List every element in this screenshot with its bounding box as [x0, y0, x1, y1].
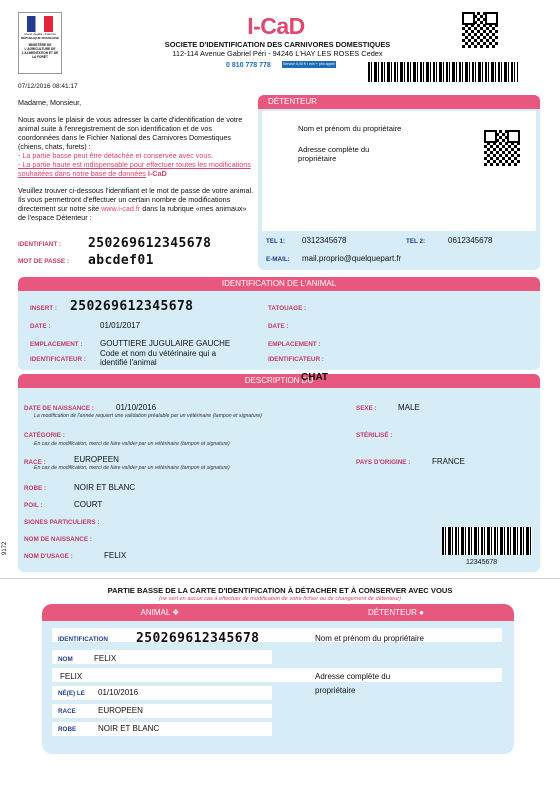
- card-owner-name: Nom et prénom du propriétaire: [315, 634, 424, 643]
- print-timestamp: 07/12/2016 08:41:17: [18, 83, 78, 90]
- card-row-4: [52, 686, 272, 700]
- card-owner-address: Adresse complète du propriétaire: [315, 672, 391, 695]
- card-animal-label: ANIMAL: [140, 608, 171, 617]
- card-race-value: EUROPEEN: [98, 706, 143, 715]
- insert-label: INSERT :: [30, 305, 57, 312]
- card-robe-label: ROBE: [58, 726, 77, 733]
- robe-value: NOIR ET BLANC: [74, 483, 136, 492]
- race-label: RACE :: [24, 459, 46, 466]
- description-title: DESCRIPTION DU: [244, 376, 314, 385]
- greeting: Madame, Monsieur,: [18, 98, 82, 107]
- letter-paragraph-2a: Veuillez trouver ci-dessous l'identifiant et le mot de passe de votre animal. Ils vous permettront d'effectuer un certain nombre de modifications directement sur notre site: [18, 186, 254, 213]
- republic-logo: [18, 12, 62, 74]
- categorie-label: CATÉGORIE :: [24, 432, 65, 439]
- identificateur-value: Code et nom du vétérinaire qui a identifié l'animal: [100, 349, 217, 367]
- identifiant-value: 250269612345678: [88, 236, 212, 251]
- inline-icad-logo: I-CaD: [147, 169, 167, 178]
- nom-naissance-label: NOM DE NAISSANCE :: [24, 536, 92, 543]
- poil-label: POIL :: [24, 502, 43, 509]
- tel2-label: TEL 2:: [406, 238, 426, 245]
- card-detenteur-label: DÉTENTEUR: [368, 608, 417, 617]
- letter-bullet-2: [18, 160, 254, 178]
- description-header: [18, 374, 540, 388]
- top-barcode: [368, 62, 518, 82]
- card-nom-value: FELIX: [94, 654, 117, 663]
- dob-value: 01/10/2016: [116, 403, 157, 412]
- person-icon: ●: [419, 608, 424, 617]
- letter-paragraph-2: [18, 186, 254, 222]
- email-label: E-MAIL:: [266, 256, 290, 263]
- tatouage-emplacement-label: EMPLACEMENT :: [268, 341, 321, 348]
- detenteur-header: DÉTENTEUR: [258, 95, 540, 109]
- detach-line: [0, 578, 560, 579]
- detenteur-qr-code: [484, 130, 520, 166]
- top-qr-code: [462, 12, 498, 48]
- sterilise-label: STÉRILISÉ :: [356, 432, 393, 439]
- pays-label: PAYS D'ORIGINE :: [356, 459, 411, 466]
- emplacement-value: GOUTTIERE JUGULAIRE GAUCHE: [100, 339, 231, 348]
- tatouage-date-label: DATE :: [268, 323, 289, 330]
- letter-paragraph-1: Nous avons le plaisir de vous adresser la carte d'identification de votre animal suite à l'enregistrement de son identification et de vos coordonnées dans le Fichier National des Carnivores Domestiques (chiens, chats, furets) :: [18, 115, 243, 151]
- card-nom-value-2: FELIX: [60, 672, 83, 681]
- card-detenteur-tab: [278, 604, 514, 621]
- marianne-emblem: [27, 16, 53, 32]
- phone-number: 0 810 778 778: [226, 62, 271, 69]
- barcode-number: 12345678: [466, 559, 498, 566]
- company-address: 112-114 Avenue Gabriel Péri - 94246 L'HAY LES ROSES Cedex: [172, 49, 383, 58]
- card-race-label: RACE: [58, 708, 76, 715]
- description-barcode: [442, 527, 532, 555]
- site-link[interactable]: www.i-cad.fr: [101, 204, 141, 213]
- icad-logo: I-CaD: [247, 13, 305, 39]
- card-animal-tab: [42, 604, 278, 621]
- card-row-2: [52, 650, 272, 664]
- owner-name: Nom et prénom du propriétaire: [298, 124, 402, 133]
- pays-value: FRANCE: [432, 457, 465, 466]
- password-value: abcdef01: [88, 253, 154, 268]
- ident-date-label: DATE :: [30, 323, 51, 330]
- republic-motto: Liberté • Égalité • Fraternité: [24, 33, 56, 36]
- race-note: En cas de modification, merci de faire valider par un vétérinaire (tampon et signature): [34, 465, 230, 471]
- identification-header: IDENTIFICATION DE L'ANIMAL: [18, 277, 540, 291]
- tatouage-identificateur-label: IDENTIFICATEUR :: [268, 356, 324, 363]
- poil-value: COURT: [74, 500, 103, 509]
- card-row-3: [52, 668, 502, 682]
- tatouage-label: TATOUAGE :: [268, 305, 307, 312]
- identifiant-label: IDENTIFIANT :: [18, 241, 62, 248]
- dob-note: La modification de l'année requiert une validation préalable par un vétérinaire (tampon et signature): [34, 413, 262, 419]
- card-robe-value: NOIR ET BLANC: [98, 724, 160, 733]
- card-subheading: (ne sert en aucun cas à effectuer de modification de votre fichier ou de changement de détenteur): [159, 596, 401, 602]
- email-value: mail.proprio@quelquepart.fr: [302, 254, 402, 263]
- card-row-1: [52, 628, 502, 642]
- sexe-label: SEXE :: [356, 405, 377, 412]
- card-row-6: [52, 722, 272, 736]
- letter-bullet-2-text: - La partie haute est indispensable pour effectuer toutes les modifications souhaitées dans notre base de données: [18, 160, 251, 178]
- card-row-5: [52, 704, 272, 718]
- nom-usage-label: NOM D'USAGE :: [24, 553, 73, 560]
- emplacement-label: EMPLACEMENT :: [30, 341, 83, 348]
- letter-bullet-1: - La partie basse peut être détachée et conservée avec vous.: [18, 151, 213, 160]
- signes-label: SIGNES PARTICULIERS :: [24, 519, 100, 526]
- detenteur-box: [258, 95, 540, 270]
- nom-usage-value: FELIX: [104, 551, 127, 560]
- ident-date-value: 01/01/2017: [100, 321, 141, 330]
- dob-label: DATE DE NAISSANCE :: [24, 405, 94, 412]
- card-ident-label: IDENTIFICATION: [58, 636, 108, 643]
- ministry-name: MINISTÈRE DE L'AGRICULTURE DE L'ALIMENTATION ET DE LA FORÊT: [21, 43, 59, 59]
- password-label: MOT DE PASSE :: [18, 258, 69, 265]
- company-name: SOCIETE D'IDENTIFICATION DES CARNIVORES DOMESTIQUES: [164, 40, 391, 49]
- phone-note: Service 0,06 € / min + prix appel: [283, 62, 335, 66]
- paw-icon: ❖: [172, 608, 180, 617]
- card-nom-label: NOM: [58, 656, 73, 663]
- side-code: 9172: [2, 541, 8, 555]
- letter-paragraph-2b: dans la rubrique «mes animaux» de l'espace Détenteur :: [18, 204, 247, 222]
- card-ne-label: NÉ(E) LE: [58, 690, 85, 697]
- tel1-label: TEL 1:: [266, 238, 286, 245]
- tel1-value: 0312345678: [302, 236, 347, 245]
- card-ident-value: 250269612345678: [136, 631, 260, 646]
- identificateur-label: IDENTIFICATEUR :: [30, 356, 86, 363]
- robe-label: ROBE :: [24, 485, 47, 492]
- owner-address: Adresse complète du propriétaire: [298, 145, 370, 163]
- categorie-note: En cas de modification, merci de faire valider par un vétérinaire (tampon et signature): [34, 441, 230, 447]
- tel2-value: 0612345678: [448, 236, 493, 245]
- insert-value: 250269612345678: [70, 299, 194, 314]
- race-value: EUROPEEN: [74, 455, 119, 464]
- card-ne-value: 01/10/2016: [98, 688, 139, 697]
- species-value: CHAT: [301, 372, 329, 383]
- republic-name: RÉPUBLIQUE FRANÇAISE: [20, 36, 59, 40]
- card-heading: PARTIE BASSE DE LA CARTE D'IDENTIFICATION À DÉTACHER ET À CONSERVER AVEC VOUS: [107, 586, 453, 595]
- sexe-value: MALE: [398, 403, 420, 412]
